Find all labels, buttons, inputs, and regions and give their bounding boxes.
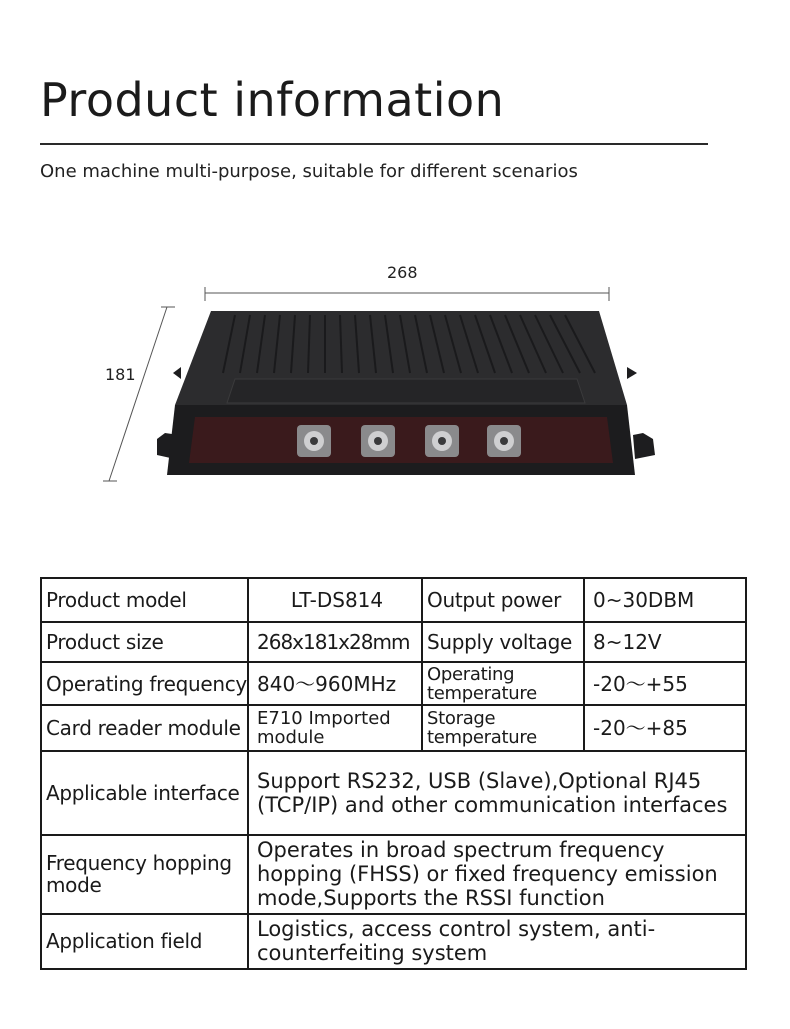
antenna-port-4 — [487, 425, 521, 457]
spec-table — [40, 577, 747, 970]
output-power-label: Output power — [422, 578, 584, 622]
product-model-value: LT-DS814 — [248, 578, 422, 622]
operating-frequency-label: Operating frequency — [41, 662, 248, 704]
operating-temperature-value: -20～+55 — [584, 662, 746, 704]
applicable-interface-label: Applicable interface — [41, 751, 248, 835]
height-dimension-label: 181 — [105, 365, 136, 384]
table-row — [41, 914, 746, 969]
rfid-reader-device-image — [95, 255, 715, 500]
product-size-value: 268x181x28mm — [248, 622, 422, 662]
supply-voltage-value: 8~12V — [584, 622, 746, 662]
width-dimension-line — [205, 287, 609, 301]
page-title: Product information — [40, 73, 505, 127]
frequency-hopping-mode-value: Operates in broad spectrum frequency hopping (FHSS) or fixed frequency emission mode,Supports the RSSI function — [248, 835, 746, 913]
card-reader-module-value: E710 Imported module — [248, 705, 422, 751]
title-divider — [40, 143, 708, 145]
antenna-port-1 — [297, 425, 331, 457]
product-figure — [95, 255, 715, 500]
table-row — [41, 662, 746, 704]
device-body — [157, 311, 655, 475]
operating-temperature-label: Operating temperature — [422, 662, 584, 704]
card-reader-module-label: Card reader module — [41, 705, 248, 751]
storage-temperature-value: -20～+85 — [584, 705, 746, 751]
operating-frequency-value: 840～960MHz — [248, 662, 422, 704]
page-subtitle: One machine multi-purpose, suitable for different scenarios — [40, 161, 578, 182]
application-field-value: Logistics, access control system, anti-counterfeiting system — [248, 914, 746, 969]
product-size-label: Product size — [41, 622, 248, 662]
supply-voltage-label: Supply voltage — [422, 622, 584, 662]
storage-temperature-label: Storage temperature — [422, 705, 584, 751]
table-row — [41, 622, 746, 662]
product-model-label: Product model — [41, 578, 248, 622]
antenna-port-3 — [425, 425, 459, 457]
table-row — [41, 705, 746, 751]
frequency-hopping-mode-label: Frequency hopping mode — [41, 835, 248, 913]
output-power-value: 0~30DBM — [584, 578, 746, 622]
table-row — [41, 751, 746, 835]
applicable-interface-value: Support RS232, USB (Slave),Optional RJ45 (TCP/IP) and other communication interfaces — [248, 751, 746, 835]
table-row — [41, 835, 746, 913]
width-dimension-label: 268 — [387, 263, 418, 282]
antenna-port-2 — [361, 425, 395, 457]
table-row — [41, 578, 746, 622]
application-field-label: Application field — [41, 914, 248, 969]
